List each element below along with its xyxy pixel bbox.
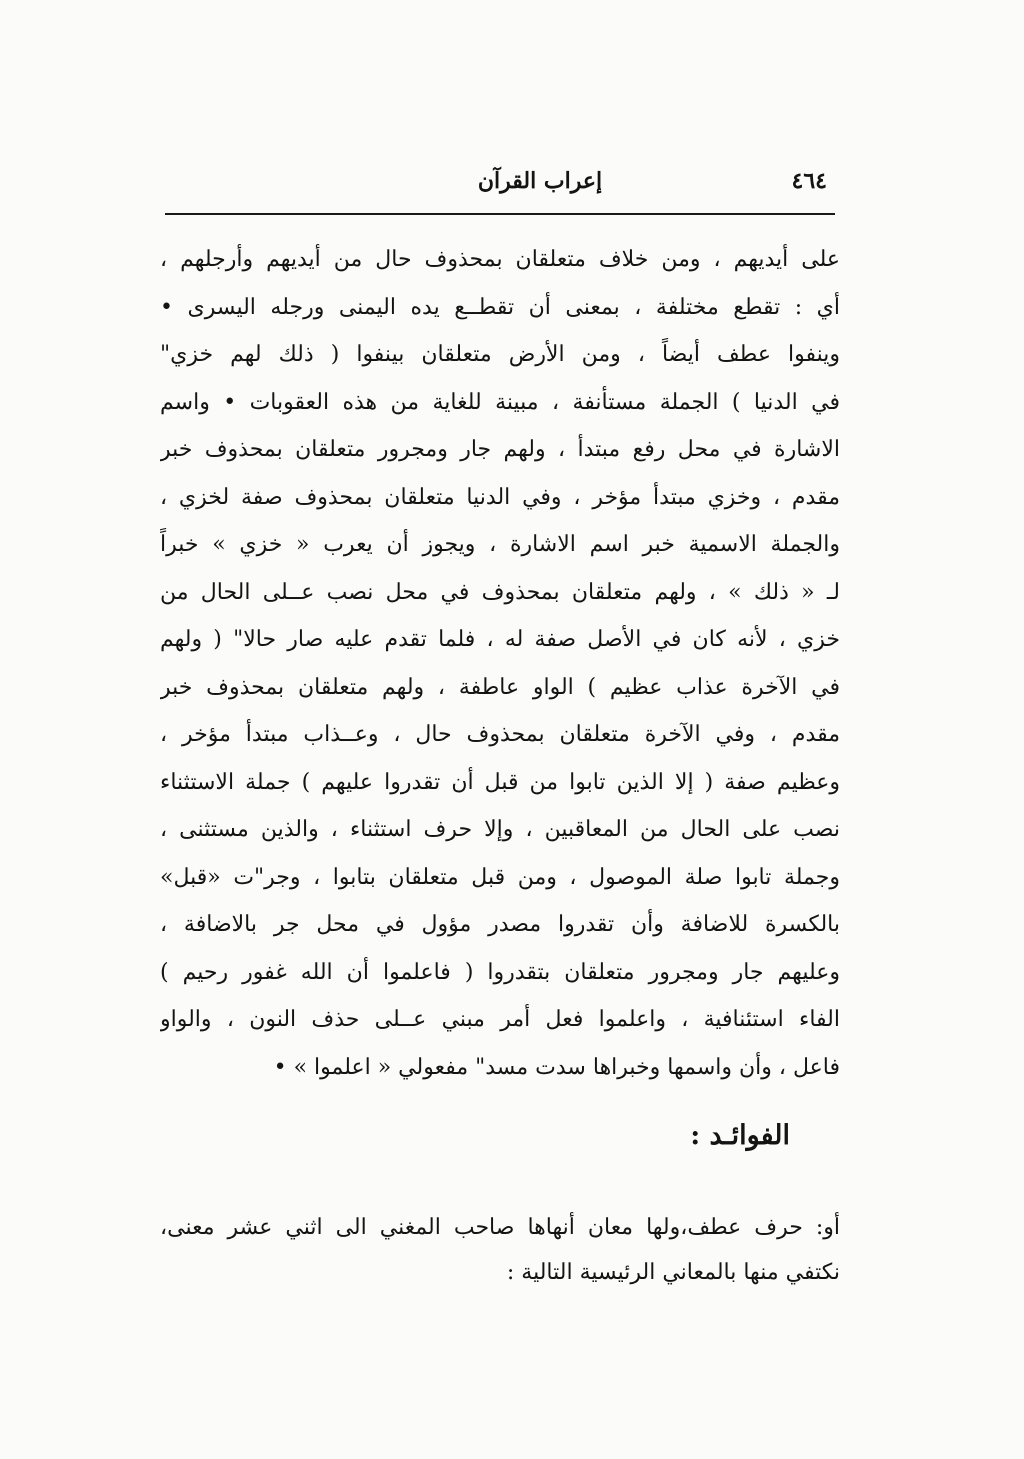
body-line: مقدم ، وخزي مبتدأ مؤخر ، وفي الدنيا متعلقان بمحذوف صفة لخزي ،: [160, 484, 840, 510]
page-header: [165, 160, 835, 210]
notes-line: نكتفي منها بالمعاني الرئيسية التالية :: [506, 1260, 840, 1285]
body-line: وعليهم جار ومجرور متعلقان بتقدروا ( فاعلموا أن الله غفور رحيم ): [160, 959, 840, 985]
body-line: وجملة تابوا صلة الموصول ، ومن قبل متعلقان بتابوا ، وجر"ت «قبل»: [160, 864, 840, 890]
body-line: وينفوا عطف أيضاً ، ومن الأرض متعلقان بينفوا ( ذلك لهم خزي": [160, 342, 840, 367]
body-line: فاعل ، وأن واسمها وخبراها سدت مسد" مفعولي « اعلموا » •: [273, 1054, 840, 1080]
body-line: في الدنيا ) الجملة مستأنفة ، مبينة للغاية من هذه العقوبات • واسم: [160, 389, 840, 415]
body-line: خزي ، لأنه كان في الأصل صفة له ، فلما تقدم عليه صار حالا" ( ولهم: [160, 627, 840, 652]
notes-paragraph: [160, 1205, 840, 1295]
body-line: الفاء استئنافية ، واعلموا فعل أمر مبني عــلى حذف النون ، والواو: [160, 1007, 840, 1032]
body-line: على أيديهم ، ومن خلاف متعلقان بمحذوف حال من أيديهم وأرجلهم ،: [160, 247, 840, 272]
page-number: ٤٦٤: [791, 168, 827, 194]
body-line: وعظيم صفة ( إلا الذين تابوا من قبل أن تقدروا عليهم ) جملة الاستثناء: [160, 769, 840, 795]
body-line: في الآخرة عذاب عظيم ) الواو عاطفة ، ولهم متعلقان بمحذوف خبر: [160, 674, 840, 700]
header-rule: [165, 213, 835, 215]
body-line: لـ « ذلك » ، ولهم متعلقان بمحذوف في محل نصب عــلى الحال من: [160, 579, 840, 605]
section-heading: الفوائـد :: [690, 1120, 790, 1151]
body-paragraph: [160, 236, 840, 1091]
body-line: أي : تقطع مختلفة ، بمعنى أن تقطــع يده اليمنى ورجله اليسرى •: [160, 294, 840, 320]
body-line: بالكسرة للاضافة وأن تقدروا مصدر مؤول في محل جر بالاضافة ،: [160, 912, 840, 937]
notes-line: أو: حرف عطف،ولها معان أنهاها صاحب المغني الى اثني عشر معنى،: [160, 1215, 840, 1240]
body-line: مقدم ، وفي الآخرة متعلقان بمحذوف حال ، وعــذاب مبتدأ مؤخر ،: [160, 722, 840, 747]
body-line: نصب على الحال من المعاقبين ، وإلا حرف استثناء ، والذين مستثنى ،: [160, 817, 840, 842]
body-line: والجملة الاسمية خبر اسم الاشارة ، ويجوز أن يعرب « خزي » خبراً: [160, 532, 840, 557]
running-title: إعراب القرآن: [477, 168, 603, 194]
body-line: الاشارة في محل رفع مبتدأ ، ولهم جار ومجرور متعلقان بمحذوف خبر: [160, 437, 840, 462]
